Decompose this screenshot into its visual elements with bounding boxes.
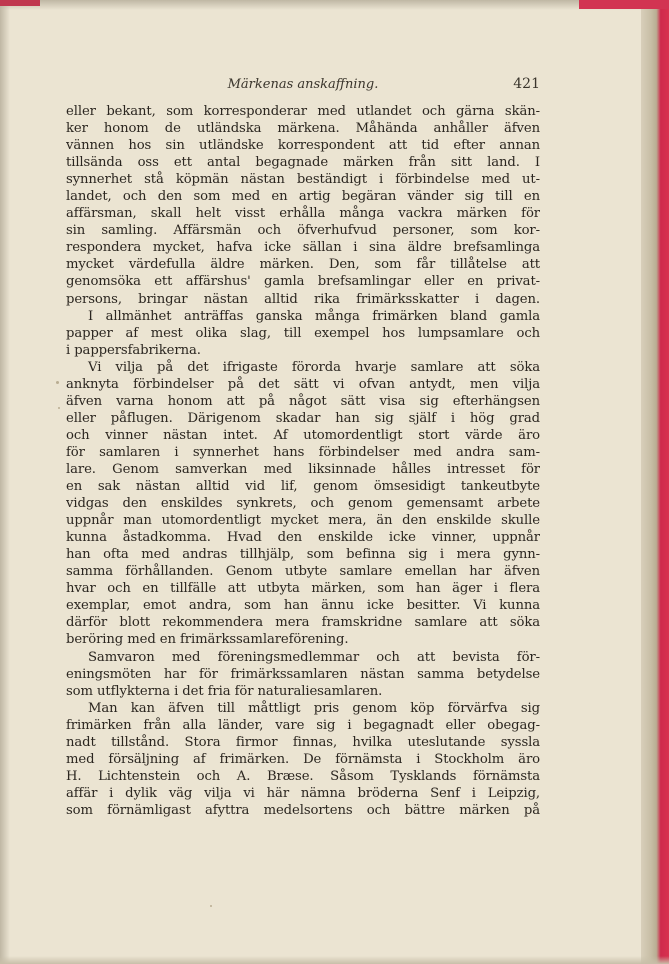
text-line: mycket värdefulla äldre märken. Den, som får tillåtelse att	[66, 257, 540, 273]
text-line: affärsman, skall helt visst erhålla många vackra märken för	[66, 206, 540, 222]
text-line: nadt tillstånd. Stora firmor finnas, hvilka uteslutande syssla	[66, 734, 540, 750]
text-line: papper af mest olika slag, till exempel hos lumpsamlare och	[66, 325, 540, 341]
paper-speck	[58, 407, 60, 409]
text-line: Man kan äfven till måttligt pris genom köp förvärfva sig	[88, 700, 540, 716]
text-line: tillsända oss ett antal begagnade märken från sitt land. I	[66, 155, 540, 171]
text-line: eningsmöten har för frimärkssamlaren nästan samma betydelse	[66, 666, 540, 682]
body-text	[66, 103, 540, 819]
text-line: Vi vilja på det ifrigaste förorda hvarje samlare att söka	[88, 359, 540, 375]
text-line: eller påflugen. Därigenom skadar han sig själf i hög grad	[66, 410, 540, 426]
page-corner-edge	[579, 0, 669, 9]
text-line: han ofta med andras tillhjälp, som befinna sig i mera gynn-	[66, 547, 540, 563]
paper-speck	[210, 905, 212, 907]
text-line: eller bekant, som korresponderar med utlandet och gärna skän-	[66, 104, 540, 119]
page-header	[66, 75, 540, 95]
text-line: synnerhet stå köpmän nästan beständigt i förbindelse med ut-	[66, 172, 540, 188]
page-shadow-left	[0, 0, 10, 964]
text-line: äfven varna honom att på något sätt visa sig efterhängsen	[66, 393, 540, 409]
text-line: en sak nästan alltid vid lif, genom ömsesidigt tankeutbyte	[66, 479, 540, 495]
text-line: vännen hos sin utländske korrespondent att tid efter annan	[66, 138, 540, 154]
text-line: därför blott rekommendera mera framskridne samlare att söka	[66, 615, 540, 631]
text-line: för samlaren i synnerhet hans förbindelser med andra sam-	[66, 444, 540, 460]
page-number: 421	[513, 76, 540, 92]
text-line: frimärken från alla länder, vare sig i begagnadt eller obegag-	[66, 717, 540, 733]
text-line: som utflykterna i det fria för naturaliesamlaren.	[66, 683, 383, 699]
text-line: sin samling. Affärsmän och öfverhufvud personer, som kor-	[66, 223, 540, 239]
text-line: genomsöka ett affärshus' gamla brefsamlingar eller en privat-	[66, 274, 540, 290]
page-bottom-edge	[0, 956, 669, 964]
page-shadow-top	[0, 0, 669, 10]
text-line: beröring med en frimärkssamlareförening.	[66, 632, 349, 648]
page-corner-edge-left	[0, 0, 40, 6]
text-line: med försäljning af frimärken. De förnämsta i Stockholm äro	[66, 751, 540, 767]
text-line: i pappersfabrikerna.	[66, 342, 201, 358]
text-line: uppnår man utomordentligt mycket mera, än den enskilde skulle	[66, 513, 540, 529]
text-line: och vinner nästan intet. Af utomordentligt stort värde äro	[66, 427, 540, 443]
paper-speck	[56, 381, 59, 384]
text-line: samma förhållanden. Genom utbyte samlare emellan har äfven	[66, 564, 540, 580]
text-line: kunna åstadkomma. Hvad den enskilde icke vinner, uppnår	[66, 530, 540, 546]
text-line: Samvaron med föreningsmedlemmar och att bevista för-	[88, 649, 540, 665]
text-line: persons, bringar nästan alltid rika frimärksskatter i dagen.	[66, 291, 540, 307]
text-line: ker honom de utländska märkena. Måhända anhåller äfven	[66, 121, 540, 137]
text-line: som förnämligast afyttra medelsortens och bättre märken på	[66, 802, 540, 818]
text-line: landet, och den som med en artig begäran vänder sig till en	[66, 189, 540, 205]
text-line: respondera mycket, hafva icke sällan i sina äldre brefsamlinga	[66, 240, 540, 256]
text-line: hvar och en tillfälle att utbyta märken, som han äger i flera	[66, 581, 540, 597]
text-line: vidgas den enskildes synkrets, och genom gemensamt arbete	[66, 496, 540, 512]
text-line: exemplar, emot andra, som han ännu icke besitter. Vi kunna	[66, 598, 540, 614]
text-line: H. Lichtenstein och A. Bræse. Såsom Tysklands förnämsta	[66, 768, 540, 784]
text-line: lare. Genom samverkan med liksinnade hålles intresset för	[66, 461, 540, 477]
text-line: anknyta förbindelser på det sätt vi ofvan antydt, men vilja	[66, 376, 540, 392]
running-title: Märkenas anskaffning.	[227, 77, 379, 92]
text-line: affär i dylik väg vilja vi här nämna bröderna Senf i Leipzig,	[66, 785, 540, 801]
page-right-edge	[641, 0, 669, 964]
text-line: I allmänhet anträffas ganska många frimärken bland gamla	[88, 308, 540, 324]
